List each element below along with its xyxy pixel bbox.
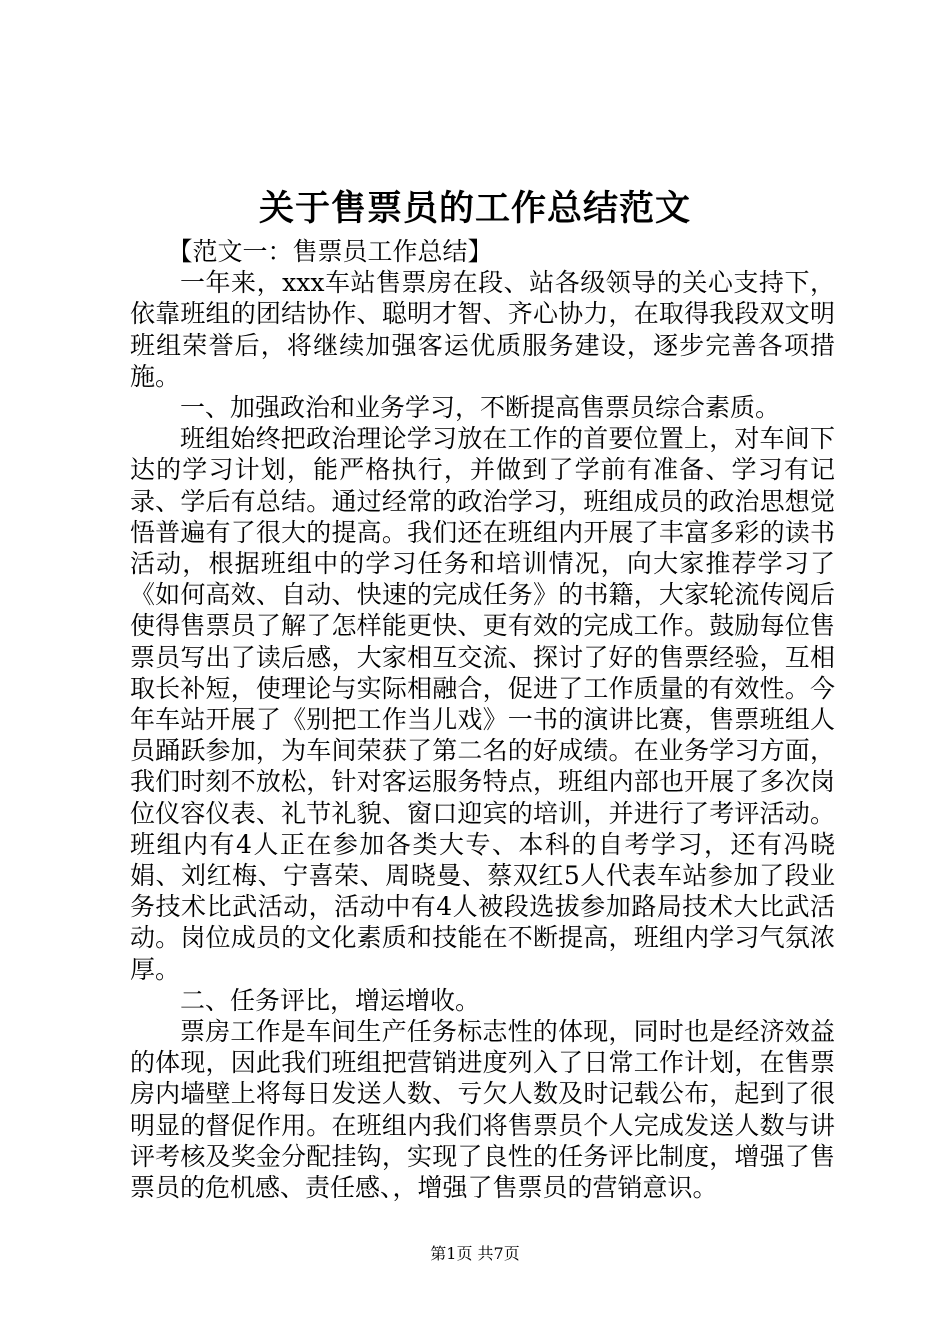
document-title: 关于售票员的工作总结范文 — [258, 188, 691, 229]
evaluation-paragraph: 票房工作是车间生产任务标志性的体现，同时也是经济效益的体现，因此我们班组把营销进度列入了日常工作计划，在售票房内墙壁上将每日发送人数、亏欠人数及时记载公布，起到了很明显的督促作用。在班组内我们将售票员个人完成发送人数与讲评考核及奖金分配挂钩，实现了良性的任务评比制度，增强了售票员的危机感、责任感、，增强了售票员的营销意识。 — [130, 1017, 835, 1203]
page-footer: 第1页 共7页 — [430, 1244, 520, 1263]
intro-paragraph: 一年来，xxx车站售票房在段、站各级领导的关心支持下，依靠班组的团结协作、聪明才智、齐心协力，在取得我段双文明班组荣誉后，将继续加强客运优质服务建设，逐步完善各项措施。 — [130, 268, 835, 391]
section-heading-sample-one: 【范文一：售票员工作总结】 — [167, 237, 493, 266]
document-body — [130, 236, 835, 1203]
section-heading-evaluation: 二、任务评比，增运增收。 — [180, 985, 481, 1015]
study-paragraph: 班组始终把政治理论学习放在工作的首要位置上，对车间下达的学习计划，能严格执行，并做到了学前有准备、学习有记录、学后有总结。通过经常的政治学习，班组成员的政治思想觉悟普遍有了很大的提高。我们还在班组内开展了丰富多彩的读书活动，根据班组中的学习任务和培训情况，向大家推荐学习了《如何高效、自动、快速的完成任务》的书籍，大家轮流传阅后使得售票员了解了怎样能更快、更有效的完成工作。鼓励每位售票员写出了读后感，大家相互交流、探讨了好的售票经验，互相取长补短，使理论与实际相融合，促进了工作质量的有效性。今年车站开展了《别把工作当儿戏》一书的演讲比赛，售票班组人员踊跃参加，为车间荣获了第二名的好成绩。在业务学习方面，我们时刻不放松，针对客运服务特点，班组内部也开展了多次岗位仪容仪表、礼节礼貌、窗口迎宾的培训，并进行了考评活动。班组内有4人正在参加各类大专、本科的自考学习，还有冯晓娟、刘红梅、宁喜荣、周晓曼、蔡双红5人代表车站参加了段业务技术比武活动，活动中有4人被段选拔参加路局技术大比武活动。岗位成员的文化素质和技能在不断提高，班组内学习气氛浓厚。 — [130, 424, 835, 984]
section-heading-study: 一、加强政治和业务学习，不断提高售票员综合素质。 — [180, 393, 781, 423]
